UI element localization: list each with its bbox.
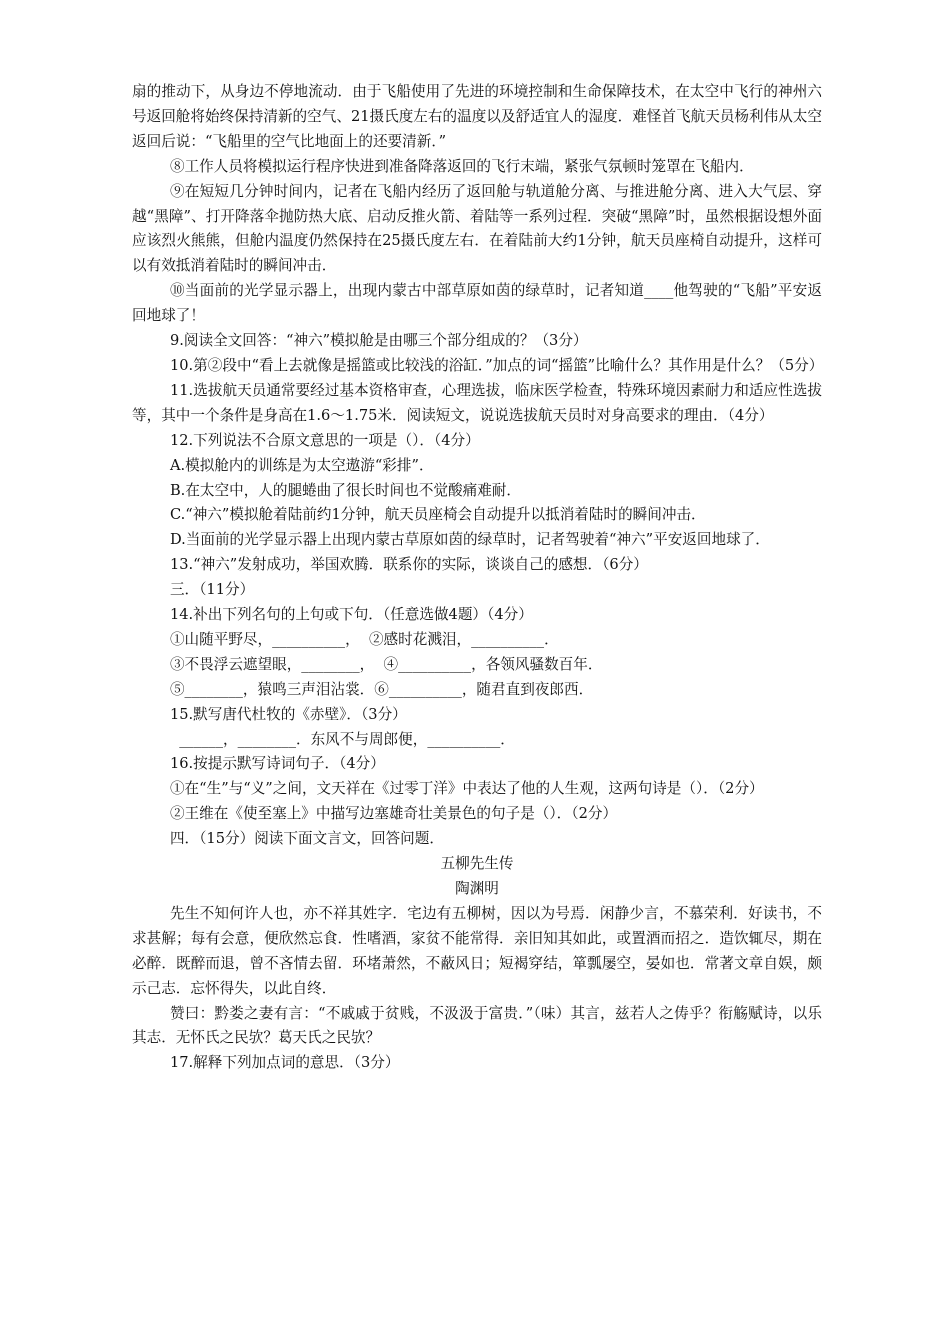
paragraph: ⑩当面前的光学显示器上，出现内蒙古中部草原如茵的绿草时，记者知道____他驾驶的“飞船”平安返回地球了！ bbox=[132, 282, 822, 325]
paragraph: 12.下列说法不合原文意思的一项是（）．（4分） bbox=[169, 431, 480, 449]
paragraph: 10.第②段中“看上去就像是摇篮或比较浅的浴缸．”加点的词“摇篮”比喻什么？其作用是什么？（5分） bbox=[169, 356, 824, 374]
paragraph: 扇的推动下，从身边不停地流动．由于飞船使用了先进的环境控制和生命保障技术，在太空中飞行的神州六号返回舱将始终保持清新的空气、21摄氏度左右的温度以及舒适宜人的湿度．难怪首飞航天员杨利伟从太空返回后说：“飞船里的空气比地面上的还要清新．” bbox=[132, 83, 822, 150]
paragraph: 17.解释下列加点词的意思．（3分） bbox=[169, 1054, 400, 1072]
paragraph: ②王维在《使至塞上》中描写边塞雄奇壮美景色的句子是（）．（2分） bbox=[169, 805, 618, 823]
paragraph: ①山随平野尽，__________， ②感时花溅泪，__________． bbox=[169, 630, 559, 648]
paragraph: 三．（11分） bbox=[169, 581, 255, 599]
paragraph: 11.选拔航天员通常要经过基本资格审查，心理选拔，临床医学检查，特殊环境因素耐力和适应性选拔等，其中一个条件是身高在1.6～1.75米．阅读短文，说说选拔航天员时对身高要求的理由．（4分） bbox=[132, 381, 822, 424]
paragraph: A.模拟舱内的训练是为太空遨游“彩排”． bbox=[169, 456, 434, 474]
paragraph: 先生不知何许人也，亦不祥其姓字．宅边有五柳树，因以为号焉．闲静少言，不慕荣利．好读书，不求甚解；每有会意，便欣然忘食．性嗜酒，家贫不能常得．亲旧知其如此，或置酒而招之．造饮辄尽，期在必醉．既醉而退，曾不吝情去留．环堵萧然，不蔽风日；短褐穿结，箪瓢屡空，晏如也．常著文章自娱，颇示己志．忘怀得失，以此自终． bbox=[132, 904, 822, 997]
heading-line: 五柳先生传 bbox=[440, 855, 514, 873]
paragraph: D.当面前的光学显示器上出现内蒙古草原如茵的绿草时，记者驾驶着“神六”平安返回地球了． bbox=[169, 531, 770, 549]
paragraph: 9.阅读全文回答：“神六”模拟舱是由哪三个部分组成的？（3分） bbox=[169, 332, 588, 350]
paragraph: 四．（15分）阅读下面文言文，回答问题． bbox=[169, 830, 444, 848]
paragraph: ⑧工作人员将模拟运行程序快进到准备降落返回的飞行末端，紧张气氛顿时笼罩在飞船内． bbox=[169, 157, 754, 175]
paragraph: B.在太空中，人的腿蜷曲了很长时间也不觉酸痛难耐． bbox=[169, 481, 521, 499]
document-body bbox=[132, 80, 822, 1076]
heading-line: 陶渊明 bbox=[455, 880, 499, 897]
paragraph: C.“神六”模拟舱着陆前约1分钟，航天员座椅会自动提升以抵消着陆时的瞬间冲击． bbox=[169, 506, 706, 524]
paragraph: ______，________．东风不与周郎便，__________． bbox=[169, 730, 515, 748]
paragraph: ①在“生”与“义”之间，文天祥在《过零丁洋》中表达了他的人生观，这两句诗是（）．（2分） bbox=[169, 780, 764, 798]
paragraph: ③不畏浮云遮望眼，________， ④__________，各领风骚数百年． bbox=[169, 655, 603, 673]
paragraph: 13.“神六”发射成功，举国欢腾．联系你的实际，谈谈自己的感想．（6分） bbox=[169, 556, 648, 574]
paragraph: 14.补出下列名句的上句或下句．（任意选做4题）（4分） bbox=[169, 606, 533, 624]
paragraph: 赞曰：黔娄之妻有言：“不戚戚于贫贱，不汲汲于富贵．”（味）其言，兹若人之俦乎？衔觞赋诗，以乐其志．无怀氏之民欤？葛天氏之民欤？ bbox=[132, 1004, 822, 1047]
paragraph: 16.按提示默写诗词句子．（4分） bbox=[169, 755, 385, 773]
paragraph: ⑤________，猿鸣三声泪沾裳．⑥__________，随君直到夜郎西． bbox=[169, 680, 594, 698]
paragraph: 15.默写唐代杜牧的《赤壁》．（3分） bbox=[169, 705, 407, 723]
paragraph: ⑨在短短几分钟时间内，记者在飞船内经历了返回舱与轨道舱分离、与推进舱分离、进入大气层、穿越“黑障”、打开降落伞抛防热大底、启动反推火箭、着陆等一系列过程．突破“黑障”时，虽然根据设想外面应该烈火熊熊，但舱内温度仍然保持在25摄氏度左右．在着陆前大约1分钟，航天员座椅自动提升，这样可以有效抵消着陆时的瞬间冲击． bbox=[132, 182, 822, 275]
